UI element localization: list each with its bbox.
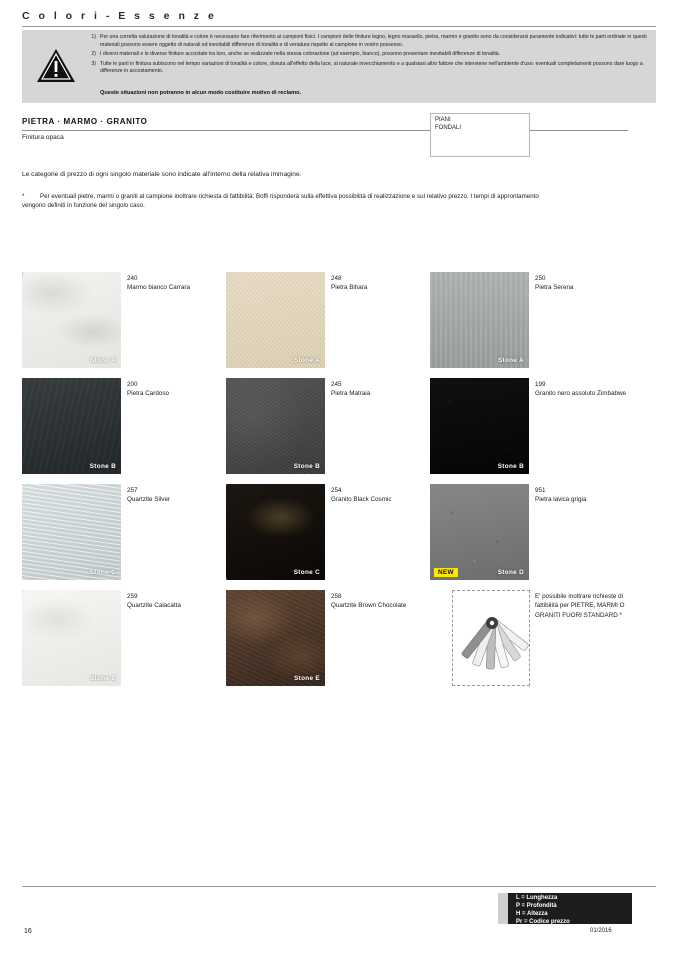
notice-text: Per una corretta valutazione di tonalità e colore è necessario fare riferimento ai campioni fisici. I campioni delle finiture legno, legno massello, pietra, marmo e granito sono da considerarsi puramente indicativi: tutte le parti ordinate in questi materiali possono essere oggetto di naturali ed inevitabili differenze di tonalità e di venatura rispetto al campione in vostro possesso. (100, 34, 647, 48)
page-title: C o l o r i - E s s e n z e (22, 10, 217, 22)
material-info (331, 274, 426, 293)
new-badge: NEW (434, 568, 458, 577)
material-category: Stone C (89, 569, 116, 576)
notice-item (86, 51, 648, 59)
material-category: Stone E (90, 675, 116, 682)
material-category: Stone B (497, 463, 524, 470)
section-title: PIETRA · MARMO · GRANITO (22, 117, 148, 126)
material-name: Granito Black Cosmic (331, 496, 392, 504)
material-row (22, 272, 632, 378)
material-swatch[interactable] (22, 378, 121, 474)
material-info (331, 592, 426, 611)
material-name: Pietra Matraia (331, 390, 371, 398)
material-code: 245 (331, 381, 342, 388)
legend-item-lunghezza: L = Lunghezza (516, 895, 558, 901)
material-code: 258 (331, 593, 342, 600)
material-name: Pietra lavica grigia (535, 496, 587, 504)
material-swatch[interactable] (226, 378, 325, 474)
material-code: 259 (127, 593, 138, 600)
material-name: Quartzite Calacatta (127, 602, 181, 610)
material-swatch[interactable] (430, 272, 529, 368)
material-info (127, 380, 222, 399)
material-code: 250 (535, 275, 546, 282)
material-code: 254 (331, 487, 342, 494)
material-cell[interactable] (430, 378, 678, 474)
legend-item-altezza: H = Altezza (516, 910, 548, 917)
notice-list (86, 34, 648, 78)
material-info (535, 274, 630, 293)
material-cell[interactable] (430, 484, 678, 580)
legend-item-profondita: P = Profondità (516, 902, 557, 909)
warning-icon (36, 48, 76, 84)
legend-item-codice-prezzo: Pr = Codice prezzo (516, 918, 570, 925)
document-date: 01/2016 (590, 928, 612, 934)
notice-number: 2) (91, 51, 96, 58)
section-divider (22, 130, 628, 131)
intro-footnote (22, 192, 562, 211)
material-code: 240 (127, 275, 138, 282)
material-code: 248 (331, 275, 342, 282)
material-info (331, 380, 426, 399)
material-grid (22, 272, 632, 696)
material-info (127, 592, 222, 611)
material-code: 951 (535, 487, 546, 494)
section-subtitle: Finitura opaca (22, 134, 64, 141)
footnote-text: Per eventuali pietre, marmi o graniti al campione inoltrare richiesta di fattibilità: Boffi risponderà sulla effettiva possibilità di realizzazione e sul relativo prezzo. I tempi di approntamento vengono definiti in funzione del singolo caso. (22, 193, 539, 210)
fan-deck-icon (453, 591, 531, 687)
notice-box (22, 30, 656, 103)
notice-item (86, 61, 648, 76)
application-key-box (430, 113, 530, 157)
material-name: Marmo bianco Carrara (127, 284, 190, 292)
material-swatch[interactable] (22, 590, 121, 686)
notice-item (86, 34, 648, 49)
notice-disclaimer: Queste situazioni non potranno in alcun modo costituire motivo di reclamo. (100, 90, 302, 96)
material-info (535, 486, 630, 505)
material-category: Stone A (89, 357, 116, 364)
material-code: 257 (127, 487, 138, 494)
material-row (22, 378, 632, 484)
material-category: Stone C (293, 569, 320, 576)
notice-text: Tutte le parti in finitura subiscono nel tempo variazioni di tonalità e colore, dovuta all'effetto della luce, al naturale invecchiamento e a qualsiasi altro fattore che interviene nell'ambiente d'uso: eventuali completamenti possono dare luogo a differenze in accostamento. (100, 60, 643, 75)
custom-material-text: E' possibile inoltrare richieste di fattibilità per PIETRE, MARMI O GRANITI FUORI STANDARD * (535, 593, 625, 619)
material-name: Pietra Bihara (331, 284, 368, 292)
header-divider (22, 26, 656, 27)
material-category: Stone A (497, 357, 524, 364)
page-number: 16 (24, 928, 32, 935)
material-swatch[interactable] (226, 484, 325, 580)
legend-box (508, 893, 632, 924)
material-name: Quartzite Silver (127, 496, 171, 504)
material-code: 200 (127, 381, 138, 388)
material-info (535, 380, 630, 399)
material-cell[interactable] (430, 272, 678, 368)
intro-paragraph: Le categorie di prezzo di ogni singolo materiale sono indicate all'interno della relativa immagine. (22, 171, 302, 178)
material-row (22, 484, 632, 590)
custom-material-cell[interactable] (430, 590, 632, 686)
material-name: Quartzite Brown Chocolate (331, 602, 407, 610)
material-category: Stone B (89, 463, 116, 470)
material-category: Stone B (293, 463, 320, 470)
material-category: Stone E (294, 675, 320, 682)
material-swatch[interactable] (430, 484, 529, 580)
material-swatch[interactable] (226, 590, 325, 686)
material-name: Pietra Cardoso (127, 390, 169, 398)
material-name: Pietra Serena (535, 284, 574, 292)
notice-text: I diversi materiali e le diverse finiture accostate tra loro, anche se realizzate nella stessa colorazione (ad esempio, bianco), possono presentare inevitabili differenze di tonalità. (100, 51, 501, 58)
material-info (331, 486, 426, 505)
material-name: Granito nero assoluto Zimbabwe (535, 390, 627, 398)
notice-number: 3) (91, 60, 96, 67)
material-swatch[interactable] (226, 272, 325, 368)
footer-divider (22, 886, 656, 887)
material-info (127, 486, 222, 505)
key-label-piani: PIANI (435, 117, 451, 123)
material-info (127, 274, 222, 293)
material-swatch[interactable] (22, 272, 121, 368)
material-row (22, 590, 632, 696)
footnote-marker: * (22, 193, 25, 200)
material-category: Stone D (497, 569, 524, 576)
material-swatch[interactable] (22, 484, 121, 580)
material-category: Stone A (293, 357, 320, 364)
key-label-fondali: FONDALI (435, 125, 462, 131)
material-code: 199 (535, 381, 546, 388)
material-swatch[interactable] (430, 378, 529, 474)
fan-deck-box[interactable] (452, 590, 530, 686)
notice-number: 1) (91, 34, 96, 40)
